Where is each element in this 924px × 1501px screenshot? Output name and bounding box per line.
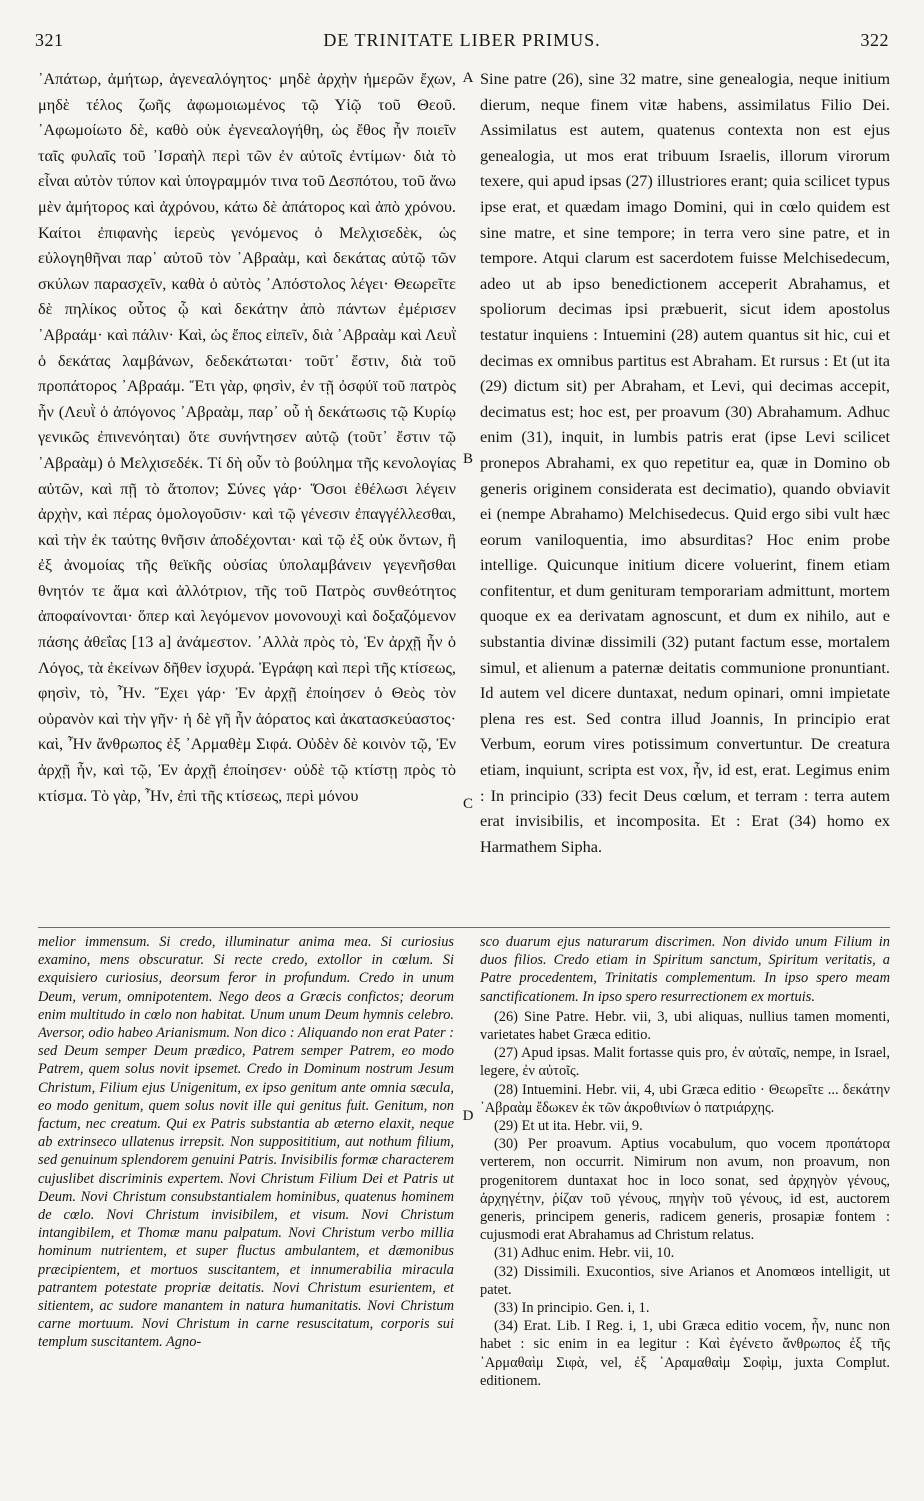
footnote-27: (27) Apud ipsas. Malit fortasse quis pro, ἐν αὐταῖς, nempe, in Israel, legere, ἐν αὐτοῖς. bbox=[480, 1045, 890, 1080]
margin-marker-d: D bbox=[462, 1108, 474, 1124]
footnote-33: (33) In principio. Gen. i, 1. bbox=[494, 1300, 650, 1317]
running-header bbox=[35, 30, 889, 56]
footnote-29: (29) Et ut ita. Hebr. vii, 9. bbox=[494, 1118, 643, 1135]
latin-text: Sine patre (26), sine 32 matre, sine genealogia, neque initium dierum, neque finem vitæ habens, assimilatus Filio Dei. Assimilatus est autem, quatenus contexta non est ejus genealogia, ut mos erat tribuum Israelis, illorum virorum texere, qui apud ipsas (27) illustriores erant; quia scilicet typus ipse erat, et quædam imago Domini, qui in cœlo quidem est sine matre, et sine tempore; in terra vero sine patre, et in tempore. Atqui clarum est sacerdotem fuisse Melchisedecum, adeo ut ab ipso benedictionem acceperit Abrahamus, et spoliorum decimas ipsi præbuerit, sicut idem apostolus testatur inquiens : Intuemini (28) autem quantus sit hic, cui et decimas ex omnibus partitus est Abraham. Et rursus : Et (ut ita (29) dictum sit) per Abraham, et Levi, qui decimas accepit, decimatus est; hoc est, per proavum (30) Abrahamum. Adhuc enim (31), inquit, in lumbis patris erat (ipse Levi scilicet pronepos Abrahami, ex quo repetitur ea, quæ in Domino ob generis originem considerata est decimatio), quando obviavit ei (nempe Abrahamo) Melchisedecus. Quid ergo sibi vult hæc eorum vaniloquentia, imo absurditas? Hoc enim probe intellige. Quicunque initium dicere voluerint, finem etiam confitentur, et dum genituram temporariam admittunt, mortem quoque ex ea derivatam agnoscunt, et dum ex nihilo, aut e substantia divinæ dissimili (32) putant factum esse, mortalem simul, et alienum a paternæ deitatis communione pronuntiant. Id autem vel dicere duntaxat, nedum opinari, omni impietate plena res est. Sed contra illud Joannis, In principio erat Verbum, eorum vires potissimum convertuntur. De creatura etiam, inquiunt, scripta est vox, ἦν, id est, erat. Legimus enim : In principio (33) fecit Deus cœlum, et terram : terra autem erat invisibilis, et incomposita. Et : Erat (34) homo ex Harmathem Sipha. bbox=[480, 69, 890, 856]
footnote-26: (26) Sine Patre. Hebr. vii, 3, ubi aliquas, nullius tamen momenti, varietates habet Græca editio. bbox=[480, 1008, 890, 1044]
running-title: DE TRINITATE LIBER PRIMUS. bbox=[323, 30, 601, 50]
footnote-32: (32) Dissimili. Exucontios, sive Arianos et Anomœos intelligit, ut patet. bbox=[480, 1263, 890, 1298]
margin-markers bbox=[456, 66, 480, 922]
footnote-28: (28) Intuemini. Hebr. vii, 4, ubi Græca editio · Θεωρεῖτε ... δεκάτην ᾿Αβραὰμ ἔδωκεν ἐκ τῶν ἀκροθινίων ὁ πατριάρχης. bbox=[480, 1081, 890, 1116]
greek-column bbox=[38, 66, 456, 922]
footnote-34: (34) Erat. Lib. I Reg. i, 1, ubi Græca editio vocem, ἦν, nunc non habet : sic enim in ea legitur : Καὶ ἐγένετο ἄνθρωπος ἐξ τῆς ᾿Αρμαθαὶμ Σιφὰ, vel, ἐξ ᾿Αραμαθαὶμ Σοφὶμ, juxta Complut. editionem. bbox=[480, 1318, 890, 1389]
greek-text: ᾿Απάτωρ, ἀμήτωρ, ἀγενεαλόγητος· μηδὲ ἀρχὴν ἡμερῶν ἔχων, μηδὲ τέλος ζωῆς ἀφωμοιωμένος τῷ Υἱῷ τοῦ Θεοῦ. ᾿Αφωμοίωτο δὲ, καθὸ οὐκ ἐγενεαλογήθη, ὡς ἔθος ἦν ποιεῖν ταῖς φυλαῖς τοῦ ᾿Ισραὴλ περὶ τῶν ἐν αὐτοῖς ἐντίμων· διὰ τὸ εἶναι αὐτὸν τύπον καὶ ὑπογραμμόν τινα τοῦ Δεσπότου, τοῦ ἄνω μὲν ἀμήτορος καὶ ἀχρόνου, κάτω δὲ ἀπάτορος καὶ ἀπὸ χρόνου. Καίτοι ἐπιφανὴς ἱερεὺς γενόμενος ὁ Μελχισεδὲκ, ὡς εὐλογηθῆναι παρ᾿ αὐτοῦ τὸν ᾿Αβραὰμ, καὶ δεκάτας αὐτῷ τῶν σκύλων παρασχεῖν, καθὰ ὁ αὐτὸς ᾿Απόστολος λέγει· Θεωρεῖτε δὲ πηλίκος οὗτος ᾧ καὶ δεκάτην ἀπὸ πάντων ἐμέρισεν ᾿Αβραάμ· καὶ πάλιν· Καὶ, ὡς ἔπος εἰπεῖν, διὰ ᾿Αβραὰμ καὶ Λευῒ ὁ δεκάτας λαμβάνων, δεδεκάτωται· τοῦτ᾿ ἔστιν, διὰ τοῦ προπάτορος ᾿Αβραάμ. Ἔτι γὰρ, φησὶν, ἐν τῇ ὀσφύϊ τοῦ πατρὸς ἦν (Λευῒ ὁ ἀπόγονος ᾿Αβραὰμ, παρ᾿ οὗ ἡ δεκάτωσις τῷ Κυρίῳ γενικῶς ἐπινενόηται) ὅτε συνήντησεν αὐτῷ (τοῦτ᾿ ἔστιν τῷ ᾿Αβραὰμ) ὁ Μελχισεδέκ. Τί δὴ οὖν τὸ βούλημα τῆς κενολογίας αὐτῶν, καὶ πῇ τὸ ἄτοπον; Σύνες γάρ· Ὅσοι ἐθέλωσι λέγειν ἀρχὴν, καὶ πέρας ὁμολογοῦσιν· καὶ τῷ γένεσιν ἐπαγγέλλεσθαι, καὶ τὴν ἐκ ταύτης θνῆσιν ἀποδέχονται· καὶ τῷ ἐξ οὐκ ὄντων, ἢ ἐξ ἀνομοίας τῆς θεϊκῆς οὐσίας ὑπολαμβάνειν γεγενῆσθαι θνητόν τε ἅμα καὶ ἀλλότριον, τῆς τοῦ Πατρὸς συνθεότητος ἀποφαίνονται· ὅπερ καὶ λεγόμενον μονονουχὶ καὶ δοξαζόμενον πάσης ἀθεΐας [13 a] ἀνάμεστον. ᾿Αλλὰ πρὸς τὸ, Ἐν ἀρχῇ ἦν ὁ Λόγος, τὰ ἐκείνων δῆθεν ἰσχυρά. Ἐγράφη καὶ περὶ τῆς κτίσεως, φησὶν, τὸ, Ἦν. Ἔχει γάρ· Ἐν ἀρχῇ ἐποίησεν ὁ Θεὸς τὸν οὐρανὸν καὶ τὴν γῆν· ἡ δὲ γῆ ἦν ἀόρατος καὶ ἀκατασκεύαστος· καὶ, Ἦν ἄνθρωπος ἐξ ᾿Αρμαθὲμ Σιφά. Οὐδὲν δὲ κοινὸν τῷ, Ἐν ἀρχῇ ἦν, καὶ τῷ, Ἐν ἀρχῇ ἐποίησεν· οὐδὲ τῷ κτίστῃ πρὸς τὸ κτίσμα. Τὸ γὰρ, Ἦν, ἐπὶ τῆς κτίσεως, περὶ μόνου bbox=[38, 69, 456, 805]
footnote-right-continuation: sco duarum ejus naturarum discrimen. Non divido unum Filium in duos filios. Credo etiam in Spiritum sanctum, Spiritum veritatis, a Patre procedentem, Trinitatis complementum. In ipso spero meam sanctificationem. In ipso spero resurrectionem ex mortuis. bbox=[480, 934, 890, 1005]
margin-marker-b: B bbox=[462, 451, 473, 467]
margin-marker-a: A bbox=[462, 70, 474, 86]
margin-marker-c: C bbox=[462, 796, 473, 812]
footnote-31: (31) Adhuc enim. Hebr. vii, 10. bbox=[494, 1245, 675, 1262]
footnote-separator bbox=[38, 927, 890, 928]
page-number-right: 322 bbox=[860, 30, 889, 50]
footnote-left-text: melior immensum. Si credo, illuminatur anima mea. Si curiosius examino, mens obscuratur. Si recte credo, extollor in cœlum. Si exquisiero curiosius, deorsum feror in profundum. Credo in unum Deum, verum, omnipotentem. Nego deos a Græcis confictos; deorum enim multitudo in cœlo non habitat. Unum unum Deum hymnis celebro. Aversor, odio habeo Arianismum. Non dico : Aliquando non erat Pater : sed Deum semper Deum prædico, Patrem semper Patrem, eo modo Patrem, quem solus novit ipsemet. Credo in Dominum nostrum Jesum Christum, Filium ejus Unigenitum, ex ipso genitum ante omnia sæcula, eo modo genitum, quem solus novit ille qui genitus fuit. Genitum, non factum, nec creatum. Qui ex Patris substantia ab æterno elaxit, neque ab extrinseco ullatenus irrepsit. Non supposititium, aut nothum filium, sed genuinum splendorem genuini Patris. Invisibilis formæ characterem cujuslibet discriminis expertem. Novi Christum Filium Dei et Patris ut Deum. Novi Christum consubstantialem hominibus, quatenus hominem de cœlo. Novi Christum invisibilem, et visum. Novi Christum intangibilem, et Thomæ manu palpatum. Novi Christum verbo millia hominum nutrientem, et super fluctus ambulantem, et dæmonibus præcipientem, et mortuos suscitantem, et innumerabilia miracula patrantem potestate propriæ deitatis. Novi Christum esurientem, et sitientem, ac sudore manantem in natura humanitatis. Novi Christum carne mortuum. Novi Christum in carne resuscitatum, corporis sui templum suscitantem. Agno- bbox=[38, 934, 454, 1351]
footnote-left-column bbox=[38, 933, 454, 1488]
latin-column bbox=[480, 66, 890, 922]
footnote-right-column bbox=[480, 933, 890, 1488]
footnote-30: (30) Per proavum. Aptius vocabulum, quo vocem προπάτορα verterem, non occurrit. Nimirum non avum, non proavum, non progenitorem duntaxat hoc in loco sonat, sed ἀρχηγὸν γένους, ἀρχηγέτην, ῥίζαν τοῦ γένους, πηγὴν τοῦ γένους, id est, auctorem generis, principem generis, radicem generis, prosapiæ fontem : cujusmodi erat Abrahamus ad Christum relatus. bbox=[480, 1136, 890, 1244]
page-number-left: 321 bbox=[35, 30, 64, 50]
